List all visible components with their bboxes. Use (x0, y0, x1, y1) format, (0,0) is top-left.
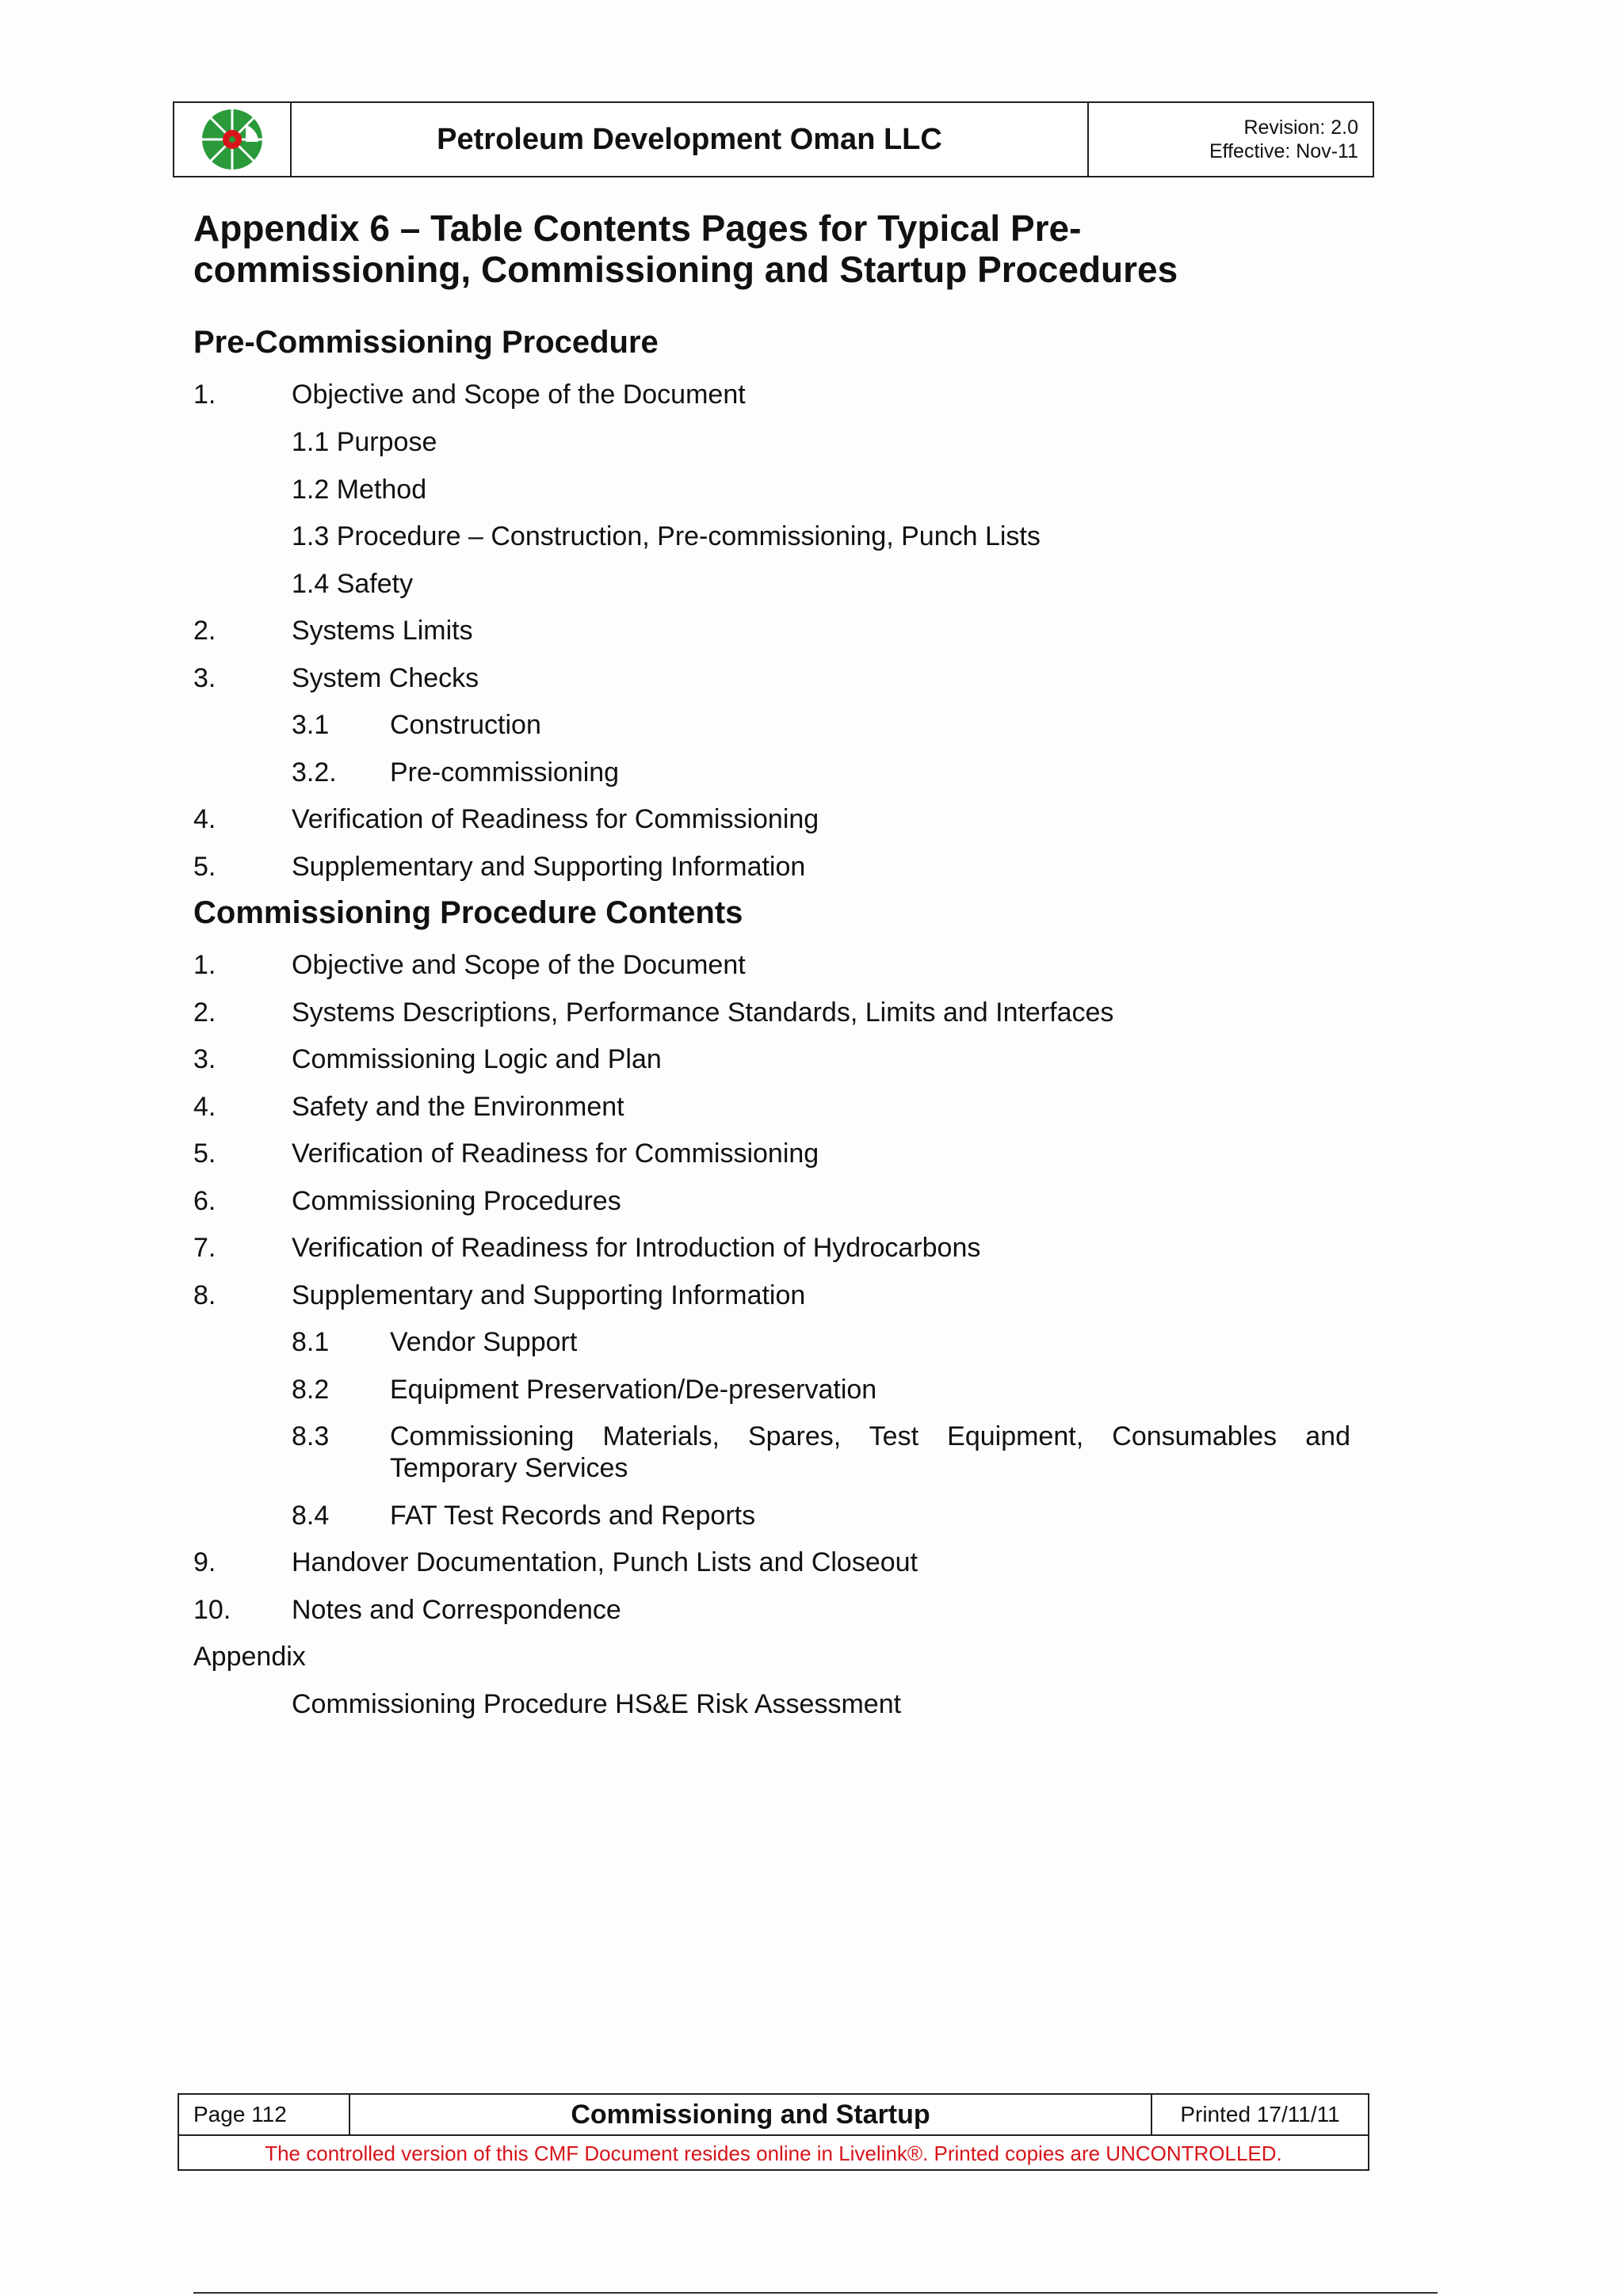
toc-number: 4. (193, 1092, 216, 1122)
toc-number: 8. (193, 1280, 216, 1310)
company-name: Petroleum Development Oman LLC (292, 103, 1089, 176)
toc-number: 9. (193, 1547, 216, 1577)
toc-text: Vendor Support (390, 1327, 578, 1357)
toc-text: Equipment Preservation/De-preservation (390, 1375, 877, 1405)
toc-text: Objective and Scope of the Document (292, 950, 746, 980)
toc-text: Verification of Readiness for Commissioning (292, 804, 819, 834)
toc-text: 1.4 Safety (292, 569, 414, 599)
toc-text: Commissioning Procedure HS&E Risk Assessment (292, 1689, 902, 1719)
toc-text: 1.3 Procedure – Construction, Pre-commissioning, Punch Lists (292, 521, 1041, 551)
toc-text: Supplementary and Supporting Information (292, 852, 806, 882)
footer-info-row (179, 2095, 1368, 2136)
pdo-logo-icon (200, 107, 265, 172)
toc-number: 10. (193, 1595, 231, 1625)
toc-number: 4. (193, 804, 216, 834)
toc-number: 3. (193, 1044, 216, 1074)
toc-number: 7. (193, 1233, 216, 1263)
toc-text: System Checks (292, 663, 479, 693)
page-title (193, 208, 1382, 290)
effective-label: Effective: Nov-11 (1209, 140, 1358, 162)
toc-text: Commissioning Materials, Spares, Test Equipment, Consumables and Temporary Services (390, 1421, 1350, 1483)
printed-date: Printed 17/11/11 (1180, 2102, 1340, 2126)
toc-number: 8.1 (292, 1327, 330, 1357)
logo-cell (174, 103, 292, 176)
control-notice: The controlled version of this CMF Document resides online in Livelink®. Printed copies are UNCONTROLLED. (265, 2141, 1282, 2165)
toc-text: Construction (390, 710, 541, 740)
toc-text: FAT Test Records and Reports (390, 1501, 756, 1531)
toc-text: Supplementary and Supporting Information (292, 1280, 806, 1310)
toc-number: 8.2 (292, 1375, 330, 1405)
title-line-2: commissioning, Commissioning and Startup Procedures (193, 249, 1178, 290)
bottom-divider (193, 2292, 1438, 2294)
toc-text: Objective and Scope of the Document (292, 379, 746, 410)
toc-text: Verification of Readiness for Commissioning (292, 1138, 819, 1169)
revision-info (1089, 103, 1373, 176)
toc-number: 2. (193, 997, 216, 1028)
toc-text: Verification of Readiness for Introduction of Hydrocarbons (292, 1233, 981, 1263)
toc-number: 5. (193, 1138, 216, 1169)
toc-text: Safety and the Environment (292, 1092, 624, 1122)
commissioning-heading: Commissioning Procedure Contents (193, 895, 743, 930)
page-footer (178, 2093, 1369, 2171)
page-number: Page 112 (179, 2095, 350, 2134)
document-title: Commissioning and Startup (350, 2095, 1152, 2134)
toc-number: 6. (193, 1186, 216, 1216)
toc-number: 2. (193, 616, 216, 646)
toc-number: 5. (193, 852, 216, 882)
toc-text: Handover Documentation, Punch Lists and Closeout (292, 1547, 918, 1577)
toc-text: Systems Limits (292, 616, 473, 646)
revision-label: Revision: 2.0 (1243, 116, 1358, 139)
toc-text: Commissioning Logic and Plan (292, 1044, 662, 1074)
toc-number: 8.4 (292, 1501, 330, 1531)
toc-number: 3. (193, 663, 216, 693)
toc-number: 3.1 (292, 710, 330, 740)
toc-number: 3.2. (292, 757, 337, 788)
toc-text: Appendix (193, 1642, 306, 1672)
toc-number: 1. (193, 379, 216, 410)
toc-text: 1.1 Purpose (292, 427, 437, 457)
toc-item (292, 1421, 1350, 1484)
toc-text: Notes and Correspondence (292, 1595, 621, 1625)
precommissioning-heading: Pre-Commissioning Procedure (193, 325, 659, 360)
toc-text: Systems Descriptions, Performance Standards, Limits and Interfaces (292, 997, 1114, 1028)
toc-text: Commissioning Procedures (292, 1186, 621, 1216)
title-line-1: Appendix 6 – Table Contents Pages for Typical Pre- (193, 208, 1082, 249)
page-header (173, 101, 1374, 177)
toc-number: 8.3 (292, 1421, 330, 1451)
toc-text: Pre-commissioning (390, 757, 620, 788)
toc-text: 1.2 Method (292, 475, 427, 505)
toc-number: 1. (193, 950, 216, 980)
